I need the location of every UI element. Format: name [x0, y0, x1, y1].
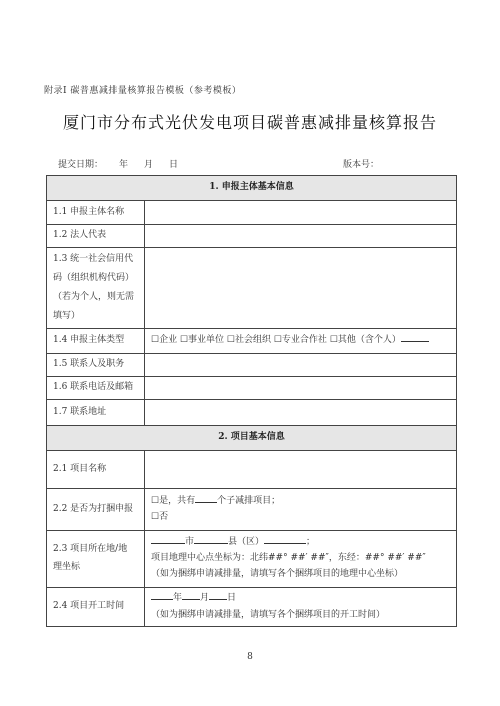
- contact-address-field[interactable]: [145, 399, 457, 425]
- report-form: [46, 175, 457, 627]
- label-line: 2.3 项目所在地/地: [53, 544, 128, 555]
- report-title: 厦门市分布式光伏发电项目碳普惠减排量核算报告: [62, 113, 437, 132]
- county-blank[interactable]: [194, 534, 228, 544]
- form-row: [47, 530, 457, 587]
- start-month-blank[interactable]: [182, 590, 200, 600]
- version-number: 版本号：: [343, 160, 380, 170]
- page-number: 8: [247, 652, 253, 662]
- form-row: [47, 201, 457, 225]
- county-end: ；: [306, 537, 316, 548]
- start-month-unit: 月: [200, 592, 210, 603]
- label-line: 填写）: [53, 310, 81, 321]
- form-row: [47, 328, 457, 353]
- applicant-type-options: [145, 328, 457, 353]
- start-date-note: （如为捆绑申请减排量，请填写各个捆绑项目的开工时间）: [151, 609, 386, 620]
- date-month: 月: [144, 160, 154, 170]
- form-row: [47, 399, 457, 425]
- date-day: 日: [169, 160, 179, 170]
- bundle-yes-line: [151, 493, 450, 509]
- label-line: 1.3 统一社会信用代: [53, 254, 134, 264]
- field-label: [47, 248, 145, 329]
- label-line: （若为个人，则无需: [53, 291, 135, 302]
- form-row: [47, 353, 457, 376]
- county-detail-blank[interactable]: [264, 534, 306, 544]
- field-label: 1.4 申报主体类型: [47, 328, 145, 353]
- checkbox-public-institution[interactable]: ☐事业单位: [179, 335, 225, 346]
- form-row: [47, 450, 457, 488]
- city-blank[interactable]: [151, 534, 185, 544]
- date-year: 年: [119, 160, 129, 170]
- legal-representative-field[interactable]: [145, 225, 457, 248]
- project-name-field[interactable]: [145, 450, 457, 488]
- contact-person-field[interactable]: [145, 353, 457, 376]
- submission-date: [58, 157, 194, 170]
- checkbox-cooperative[interactable]: ☐专业合作社: [273, 335, 327, 346]
- start-date-line: [151, 590, 450, 607]
- coordinates-text: 项目地理中心点坐标为：北纬##° ##′ ##″，东经：##° ##′ ##″: [151, 553, 426, 564]
- field-label: 1.7 联系地址: [47, 399, 145, 425]
- field-label: 1.6 联系电话及邮箱: [47, 376, 145, 399]
- checkbox-bundle-no[interactable]: ☐否: [151, 512, 169, 523]
- field-label: 2.2 是否为打捆申报: [47, 488, 145, 530]
- date-label: 提交日期：: [58, 160, 104, 170]
- checkbox-other[interactable]: ☐其他（含个人）: [329, 335, 401, 346]
- field-label: 1.2 法人代表: [47, 225, 145, 248]
- sub-project-count-blank[interactable]: [195, 493, 217, 503]
- label-line: 理坐标: [53, 561, 81, 572]
- start-day-blank[interactable]: [209, 590, 227, 600]
- other-type-blank[interactable]: [401, 332, 429, 342]
- location-field: [145, 530, 457, 587]
- checkbox-bundle-yes[interactable]: ☐是，共有: [151, 495, 196, 506]
- start-year-blank[interactable]: [151, 590, 173, 600]
- field-label: 2.4 项目开工时间: [47, 587, 145, 626]
- form-row: [47, 225, 457, 248]
- checkbox-social-organization[interactable]: ☐社会组织: [226, 335, 271, 346]
- field-label: 1.1 申报主体名称: [47, 201, 145, 225]
- applicant-name-field[interactable]: [145, 201, 457, 225]
- field-label: 2.1 项目名称: [47, 450, 145, 488]
- form-row: [47, 488, 457, 530]
- city-unit: 市: [185, 537, 195, 548]
- start-day-unit: 日: [227, 592, 237, 603]
- form-row: [47, 248, 457, 329]
- bundle-options: [145, 488, 457, 530]
- appendix-caption: 附录Ⅰ 碳普惠减排量核算报告模板（参考模板）: [44, 86, 242, 96]
- start-date-field: [145, 587, 457, 626]
- section1-heading: 1. 申报主体基本信息: [47, 176, 457, 201]
- start-year-unit: 年: [173, 592, 183, 603]
- form-row: [47, 376, 457, 399]
- section1-header: [47, 176, 457, 201]
- field-label: [47, 530, 145, 587]
- checkbox-enterprise[interactable]: ☐企业: [151, 335, 178, 346]
- bundle-yes-suffix: 个子减排项目；: [217, 495, 281, 506]
- form-row: [47, 587, 457, 626]
- county-unit: 县（区）: [228, 537, 265, 548]
- credit-code-field[interactable]: [145, 248, 457, 329]
- contact-phone-email-field[interactable]: [145, 376, 457, 399]
- section2-heading: 2. 项目基本信息: [47, 425, 457, 450]
- section2-header: [47, 425, 457, 450]
- field-label: 1.5 联系人及职务: [47, 353, 145, 376]
- label-line: 码（组织机构代码）: [53, 272, 135, 283]
- coordinates-note: （如为捆绑申请减排量，请填写各个捆绑项目的地理中心坐标）: [151, 568, 404, 579]
- location-admin-line: [151, 534, 450, 551]
